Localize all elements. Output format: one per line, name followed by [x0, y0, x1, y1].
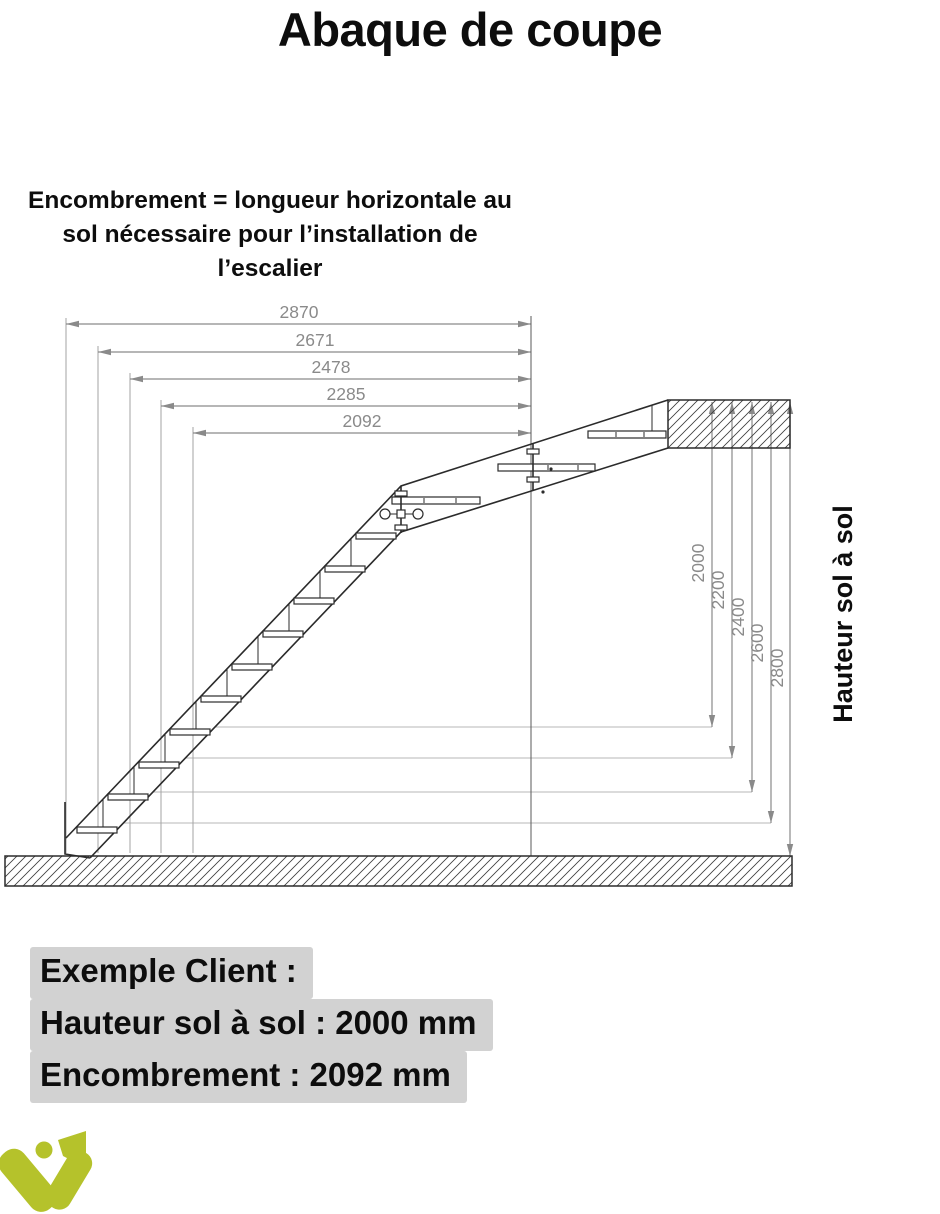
explanation-line-1: Encombrement = longueur horizontale au — [28, 187, 512, 214]
vertical-dim-label-5: 2800 — [767, 648, 787, 688]
staircase — [65, 400, 668, 858]
horizontal-dim-label-1: 2870 — [279, 302, 319, 322]
vertical-dim-label-2: 2200 — [708, 570, 728, 610]
brand-logo — [0, 1131, 97, 1214]
example-client-block — [30, 947, 493, 1103]
example-height: Hauteur sol à sol : 2000 mm — [30, 999, 493, 1051]
vertical-dim-label-3: 2400 — [728, 597, 748, 637]
ground-level-lines — [123, 727, 771, 823]
horizontal-dim-label-4: 2285 — [326, 384, 366, 404]
treads — [77, 431, 666, 833]
horizontal-dim-label-5: 2092 — [342, 411, 382, 431]
horizontal-dim-label-2: 2671 — [295, 330, 335, 350]
vertical-dimensions — [688, 402, 793, 856]
horizontal-dimensions — [66, 302, 531, 856]
height-axis-label: Hauteur sol à sol — [828, 505, 858, 723]
stringer-kink-joint — [380, 486, 423, 533]
example-title: Exemple Client : — [30, 947, 313, 999]
explanation-line-2: sol nécessaire pour l’installation de — [62, 221, 478, 248]
ground-floor — [5, 856, 792, 886]
vertical-dim-label-4: 2600 — [747, 623, 767, 663]
logo-dot-icon — [36, 1142, 53, 1159]
explanation-line-3: l’escalier — [217, 255, 323, 282]
page-title: Abaque de coupe — [277, 3, 663, 56]
upper-floor-slab — [668, 400, 790, 448]
example-footprint: Encombrement : 2092 mm — [30, 1051, 467, 1103]
vertical-dim-label-1: 2000 — [688, 543, 708, 583]
horizontal-dim-label-3: 2478 — [311, 357, 351, 377]
